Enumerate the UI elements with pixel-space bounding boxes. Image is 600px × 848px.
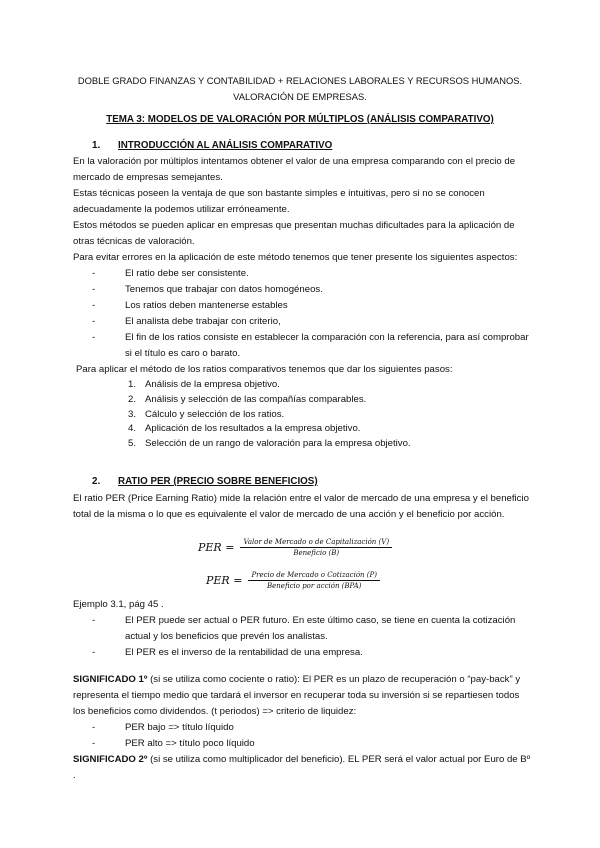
notes-list <box>73 613 533 661</box>
paragraph: Para evitar errores en la aplicación de este método tenemos que tener presente los siguientes aspectos: <box>73 252 518 263</box>
significado-2-lead: SIGNIFICADO 2º <box>73 754 148 765</box>
list-item: - Los ratios deben mantenerse estables <box>90 298 533 314</box>
list-item: - El PER es el inverso de la rentabilidad de una empresa. <box>90 645 533 661</box>
significado-2-text: (si se utiliza como multiplicador del beneficio). EL PER será el valor actual por Euro de Bº . <box>73 754 531 781</box>
paragraph: El ratio PER (Price Earning Ratio) mide la relación entre el valor de mercado de una empresa y el beneficio total de la misma o lo que es equivalente el valor de mercado de una acción y el beneficio por acción. <box>73 493 529 520</box>
list-item <box>73 422 533 437</box>
list-item <box>73 437 533 452</box>
step-text: Selección de un rango de valoración para la empresa objetivo. <box>145 438 411 450</box>
formula-lhs: PER = <box>198 541 235 554</box>
section-1-title: INTRODUCCIÓN AL ANÁLISIS COMPARATIVO <box>118 140 333 151</box>
steps-list <box>73 378 533 452</box>
header-line-1: DOBLE GRADO FINANZAS Y CONTABILIDAD + RELACIONES LABORALES Y RECURSOS HUMANOS. <box>77 75 523 86</box>
step-number: 4. <box>128 423 137 435</box>
fraction <box>240 538 392 557</box>
significado-1 <box>73 672 533 720</box>
list-item <box>73 408 533 423</box>
list-item <box>73 393 533 408</box>
section-2-body <box>73 597 533 784</box>
list-item: - El PER puede ser actual o PER futuro. En este último caso, se tiene en cuenta la cotización actual y los beneficios que prevén los analistas. <box>90 613 533 645</box>
step-text: Cálculo y selección de los ratios. <box>145 408 285 420</box>
section-2-number: 2. <box>92 476 101 487</box>
step-text: Aplicación de los resultados a la empresa objetivo. <box>145 423 361 435</box>
paragraph: En la valoración por múltiplos intentamos obtener el valor de una empresa comparando con el precio de mercado de empresas semejantes. <box>73 156 516 183</box>
section-2-intro <box>73 491 533 523</box>
significado-2 <box>73 752 533 784</box>
section-2-heading <box>92 476 318 487</box>
example-reference: Ejemplo 3.1, pág 45 . <box>73 599 164 610</box>
formula-per-value <box>198 538 392 557</box>
aspects-list <box>73 266 533 362</box>
list-item: - PER alto => título poco líquido <box>90 736 533 752</box>
fraction-numerator: Valor de Mercado o de Capitalización (V) <box>240 538 392 548</box>
list-item: - Tenemos que trabajar con datos homogéneos. <box>90 282 533 298</box>
document-header <box>60 73 540 105</box>
step-number: 3. <box>128 408 137 420</box>
fraction-denominator: Beneficio por acción (BPA) <box>267 582 362 590</box>
significado-1-lead: SIGNIFICADO 1º <box>73 674 148 685</box>
step-text: Análisis de la empresa objetivo. <box>145 379 280 390</box>
list-item <box>73 378 533 393</box>
step-text: Análisis y selección de las compañías comparables. <box>145 393 367 405</box>
list-item: - El analista debe trabajar con criterio, <box>90 314 533 330</box>
list-item: - El fin de los ratios consiste en establecer la comparación con la referencia, para así comprobar si el título es caro o barato. <box>90 330 533 362</box>
fraction <box>248 571 380 590</box>
step-number: 5. <box>128 438 137 450</box>
step-number: 1. <box>128 379 137 390</box>
section-1-heading <box>92 140 332 151</box>
paragraph: Estas técnicas poseen la ventaja de que son bastante simples e intuitivas, pero si no se conocen adecuadamente la podemos utilizar erróneamente. <box>73 188 485 215</box>
section-1-number: 1. <box>92 140 101 151</box>
significado-1-text: (si se utiliza como cociente o ratio): El PER es un plazo de recuperación o “pay-back” y representa el tiempo medio que tardará el inversor en recuperar toda su inversión si se repartiesen todos los beneficios como dividendos. (t periodos) => criterio de liquidez: <box>73 674 521 717</box>
paragraph: Estos métodos se pueden aplicar en empresas que presentan muchas dificultades para la aplicación de otras técnicas de valoración. <box>73 220 515 247</box>
list-item: - PER bajo => título líquido <box>90 720 533 736</box>
section-1-body <box>73 154 533 452</box>
topic-title: TEMA 3: MODELOS DE VALORACIÓN POR MÚLTIPLOS (ANÁLISIS COMPARATIVO) <box>106 114 494 125</box>
fraction-numerator: Precio de Mercado o Cotización (P) <box>248 571 380 581</box>
liquidity-list <box>73 720 533 752</box>
steps-intro: Para aplicar el método de los ratios comparativos tenemos que dar los siguientes pasos: <box>76 364 453 375</box>
formula-lhs: PER = <box>206 574 243 587</box>
section-2-title: RATIO PER (PRECIO SOBRE BENEFICIOS) <box>118 476 318 487</box>
fraction-denominator: Beneficio (B) <box>293 549 340 557</box>
formula-per-price <box>206 571 380 590</box>
list-item: - El ratio debe ser consistente. <box>90 266 533 282</box>
step-number: 2. <box>128 393 137 405</box>
header-line-2: VALORACIÓN DE EMPRESAS. <box>233 91 367 102</box>
